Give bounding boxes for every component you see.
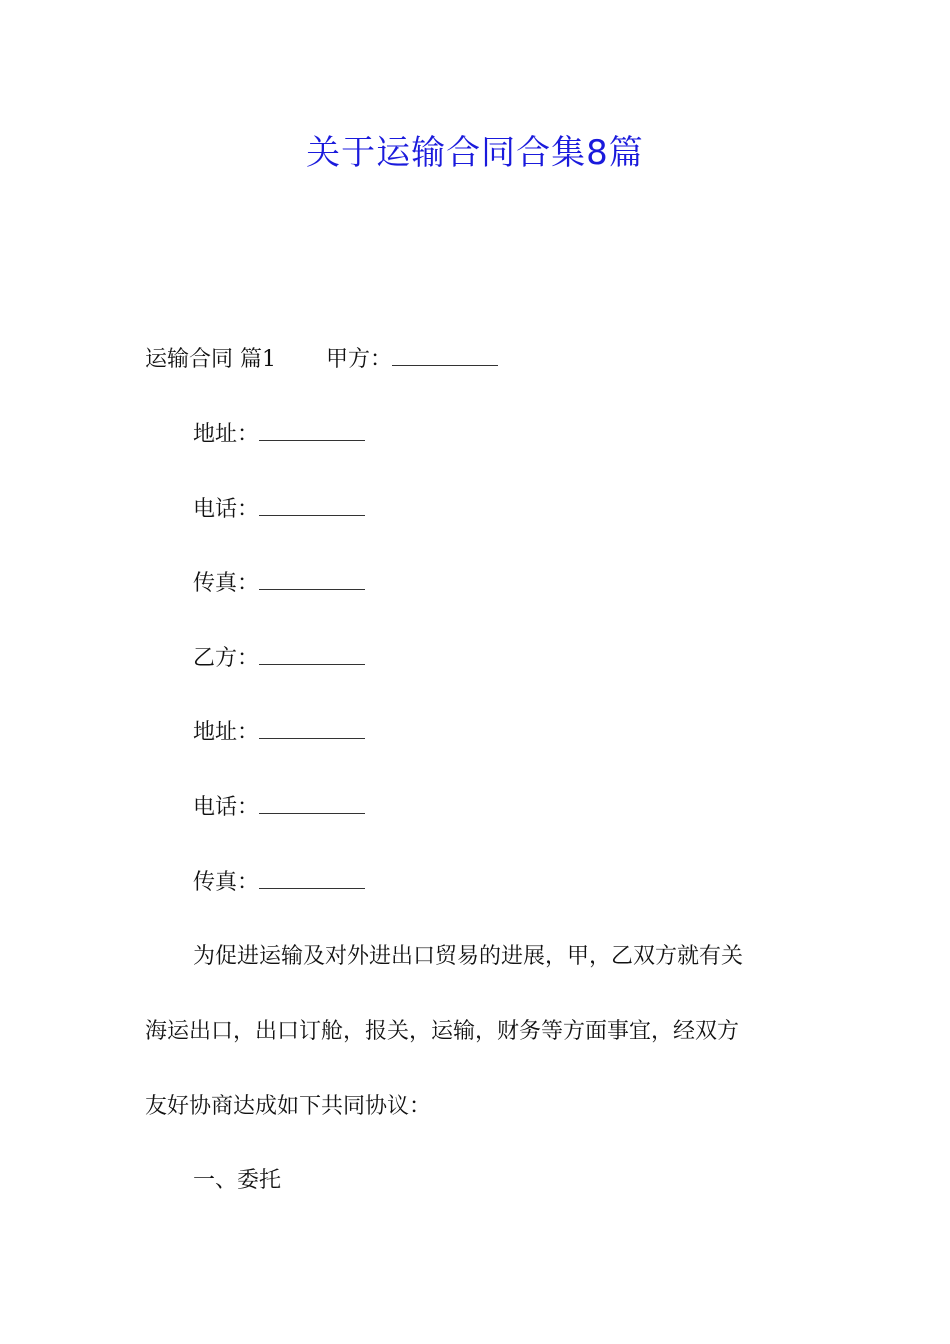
party-b-blank xyxy=(259,644,365,665)
party-b-fax-line xyxy=(193,868,365,898)
party-b-fax-blank xyxy=(259,868,365,889)
intro-paragraph-line: 友好协商达成如下共同协议： xyxy=(145,1094,432,1119)
party-b-fax-label: 传真： xyxy=(193,870,260,895)
party-b-line xyxy=(193,644,365,674)
party-a-address-label: 地址： xyxy=(193,422,260,447)
party-a-fax-blank xyxy=(259,569,365,590)
contract-heading-line xyxy=(145,345,498,375)
party-b-phone-line xyxy=(193,793,365,823)
intro-paragraph-line: 海运出口，出口订舱，报关，运输，财务等方面事宜，经双方 xyxy=(145,1019,740,1044)
party-a-blank xyxy=(392,345,498,366)
party-b-address-label: 地址： xyxy=(193,720,260,745)
party-a-label: 甲方： xyxy=(326,347,393,372)
party-a-phone-line xyxy=(193,495,365,525)
intro-paragraph-line: 为促进运输及对外进出口贸易的进展，甲，乙双方就有关 xyxy=(193,944,744,969)
party-a-address-blank xyxy=(259,420,365,441)
party-b-phone-label: 电话： xyxy=(193,795,260,820)
party-b-address-blank xyxy=(259,718,365,739)
party-b-phone-blank xyxy=(259,793,365,814)
section-heading: 一、委托 xyxy=(193,1168,282,1193)
party-a-address-line xyxy=(193,420,365,450)
party-a-phone-blank xyxy=(259,495,365,516)
party-a-fax-line xyxy=(193,569,365,599)
document-title: 关于运输合同合集8篇 xyxy=(306,133,644,173)
party-a-fax-label: 传真： xyxy=(193,571,260,596)
contract-part-label: 运输合同 篇1 xyxy=(145,347,276,372)
party-a-phone-label: 电话： xyxy=(193,497,260,522)
party-b-address-line xyxy=(193,718,365,748)
party-b-label: 乙方： xyxy=(193,646,260,671)
